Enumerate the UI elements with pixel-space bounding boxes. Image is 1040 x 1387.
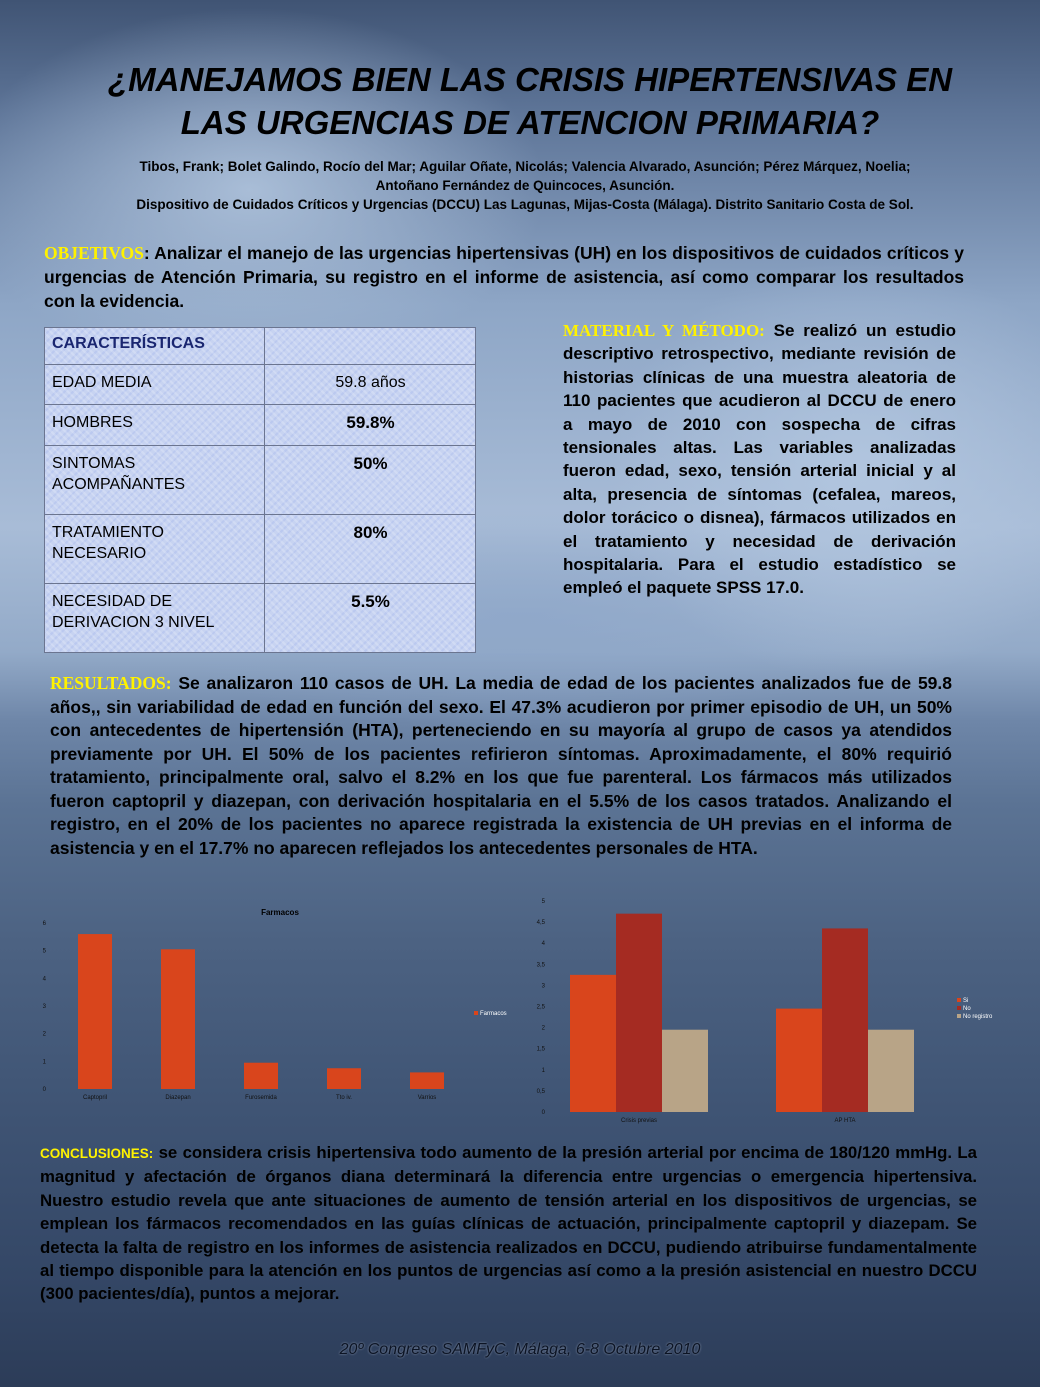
table-cell-label: EDAD MEDIA <box>45 365 265 405</box>
bar <box>570 975 616 1112</box>
table-cell-value: 59.8% <box>265 405 476 445</box>
y-tick-label: 2 <box>42 1031 46 1038</box>
legend-label: Si <box>963 998 969 1004</box>
bar <box>161 949 195 1089</box>
table-row <box>45 514 476 583</box>
table-header: CARACTERÍSTICAS <box>45 328 265 365</box>
table-row <box>45 365 476 405</box>
table-cell-value: 5.5% <box>265 583 476 652</box>
legend-swatch <box>957 998 961 1002</box>
title-line-2: LAS URGENCIAS DE ATENCION PRIMARIA? <box>180 104 880 141</box>
x-tick-label: Furosemida <box>245 1095 277 1101</box>
y-tick-label: 3 <box>541 983 545 990</box>
resultados-text: Se analizaron 110 casos de UH. La media de edad de los pacientes analizados fue de 59.8 años,, sin variabilidad de edad en función del sexo. El 47.3% acudieron por primer episodio de UH, un 50% con antecedentes de hipertensión (HTA), perteneciendo en su mayoría al grupo de casos ya atendidos previamente por UH. El 50% de los pacientes refirieron síntomas. Aproximadamente, el 80% requirió tratamiento, principalmente oral, salvo el 8.2% en los que fue parenteral. Los fármacos más utilizados fueron captopril y diazepan, con derivación hospitalaria en el 5.5% de los casos tratados. Analizando el registro, en el 20% de los pacientes no aparece registrada la existencia de UH previas en el informa de asistencia y en el 17.7% no aparecen reflejados los antecedentes personales de HTA. <box>50 673 952 858</box>
table-cell-label: TRATAMIENTO NECESARIO <box>45 514 265 583</box>
bar <box>776 1009 822 1112</box>
conclusiones-section <box>40 1141 977 1306</box>
table-cell-label: SINTOMAS ACOMPAÑANTES <box>45 445 265 514</box>
material-section <box>563 319 956 600</box>
resultados-heading: RESULTADOS: <box>50 673 172 693</box>
y-tick-label: 0 <box>42 1087 46 1093</box>
x-tick-label: Captopril <box>82 1095 108 1101</box>
table-cell <box>265 328 476 365</box>
bar <box>244 1063 278 1089</box>
bar <box>822 928 868 1112</box>
characteristics-table <box>44 327 476 653</box>
y-tick-label: 4 <box>541 941 545 948</box>
legend-swatch <box>474 1011 478 1015</box>
y-tick-label: 1 <box>42 1059 46 1066</box>
objetivos-heading: OBJETIVOS <box>44 243 144 263</box>
bar <box>327 1068 361 1089</box>
poster-title <box>40 58 1020 144</box>
bar <box>662 1030 708 1112</box>
table-cell-value: 80% <box>265 514 476 583</box>
conclusiones-heading: CONCLUSIONES: <box>40 1146 154 1161</box>
x-tick-label: Crisis previas <box>620 1118 658 1124</box>
y-tick-label: 1 <box>541 1067 545 1074</box>
authors-line-2: Antoñano Fernández de Quincoces, Asunción. <box>375 178 675 193</box>
bar <box>78 934 112 1089</box>
table-cell-label: HOMBRES <box>45 405 265 445</box>
y-tick-label: 2,5 <box>536 1004 545 1011</box>
chart-title: Farmacos <box>261 908 299 917</box>
x-tick-label: Tto iv. <box>336 1095 352 1101</box>
y-tick-label: 6 <box>42 921 46 927</box>
legend-swatch <box>957 1006 961 1010</box>
y-tick-label: 4 <box>42 976 46 983</box>
registro-chart <box>505 890 1025 1130</box>
x-tick-label: Diazepan <box>165 1095 191 1101</box>
material-text: Se realizó un estudio descriptivo retrospectivo, mediante revisión de historias clínicas de una muestra aleatoria de 110 pacientes que acudieron al DCCU de enero a mayo de 2010 con sospecha de cifras tensionales altas. Las variables analizadas fueron edad, sexo, tensión arterial inicial y al alta, presencia de síntomas (cefalea, mareos, dolor torácico o disnea), fármacos utilizados en el tratamiento y necesidad de derivación hospitalaria. Para el estudio estadístico se empleó el paquete SPSS 17.0. <box>563 321 956 598</box>
y-tick-label: 3 <box>42 1004 46 1010</box>
authors-block <box>30 157 1020 214</box>
x-tick-label: AP HTA <box>834 1118 856 1124</box>
legend-label: No registro <box>963 1014 993 1020</box>
table-row <box>45 445 476 514</box>
footer-congress: 20º Congreso SAMFyC, Málaga, 6-8 Octubre 2010 <box>339 1341 701 1358</box>
table-row <box>45 583 476 652</box>
table-row <box>45 328 476 365</box>
legend-label: Farmacos <box>480 1011 507 1017</box>
bar <box>868 1030 914 1112</box>
objetivos-text: : Analizar el manejo de las urgencias hipertensivas (UH) en los dispositivos de cuidados críticos y urgencias de Atención Primaria, su registro en el informe de asistencia, así como comparar los resultados con la evidencia. <box>44 243 964 311</box>
y-tick-label: 4,5 <box>536 920 545 927</box>
y-tick-label: 2 <box>541 1025 545 1032</box>
x-tick-label: Varrios <box>417 1095 437 1101</box>
material-heading: MATERIAL Y MÉTODO: <box>563 321 765 340</box>
affiliation: Dispositivo de Cuidados Críticos y Urgencias (DCCU) Las Lagunas, Mijas-Costa (Málaga). Distrito Sanitario Costa de Sol. <box>136 197 914 212</box>
y-tick-label: 0 <box>541 1110 545 1116</box>
bar <box>410 1072 444 1089</box>
authors-line-1: Tibos, Frank; Bolet Galindo, Rocío del Mar; Aguilar Oñate, Nicolás; Valencia Alvarado, Asunción; Pérez Márquez, Noelia; <box>139 159 911 174</box>
bar <box>616 914 662 1112</box>
legend-swatch <box>957 1014 961 1018</box>
table-row <box>45 405 476 445</box>
table-cell-value: 50% <box>265 445 476 514</box>
table-cell-value: 59.8 años <box>265 365 476 405</box>
objetivos-section <box>44 241 964 313</box>
farmacos-chart <box>30 895 540 1120</box>
table-cell-label: NECESIDAD DE DERIVACION 3 NIVEL <box>45 583 265 652</box>
title-line-1: ¿MANEJAMOS BIEN LAS CRISIS HIPERTENSIVAS EN <box>107 61 953 98</box>
y-tick-label: 5 <box>42 948 46 955</box>
y-tick-label: 1,5 <box>536 1046 545 1053</box>
y-tick-label: 5 <box>541 899 545 905</box>
y-tick-label: 3,5 <box>536 962 545 969</box>
y-tick-label: 0,5 <box>536 1088 545 1095</box>
conclusiones-text: se considera crisis hipertensiva todo aumento de la presión arterial por encima de 180/120 mmHg. La magnitud y afectación de órganos diana determinará la diferencia entre urgencias o emergencia hipertensiva. Nuestro estudio revela que ante situaciones de aumento de tensión arterial en los dispositivos de urgencias, se emplean los fármacos recomendados en las guías clínicas de actuación, principalmente captopril y diazepam. Se detecta la falta de registro en los informes de asistencia realizados en DCCU, pudiendo atribuirse fundamentalmente al tiempo disponible para la atención en los puntos de urgencias así como a la presión asistencial en nuestro DCCU (300 pacientes/día), puntos a mejorar. <box>40 1143 977 1304</box>
resultados-section <box>50 672 952 860</box>
legend-label: No <box>963 1006 971 1012</box>
